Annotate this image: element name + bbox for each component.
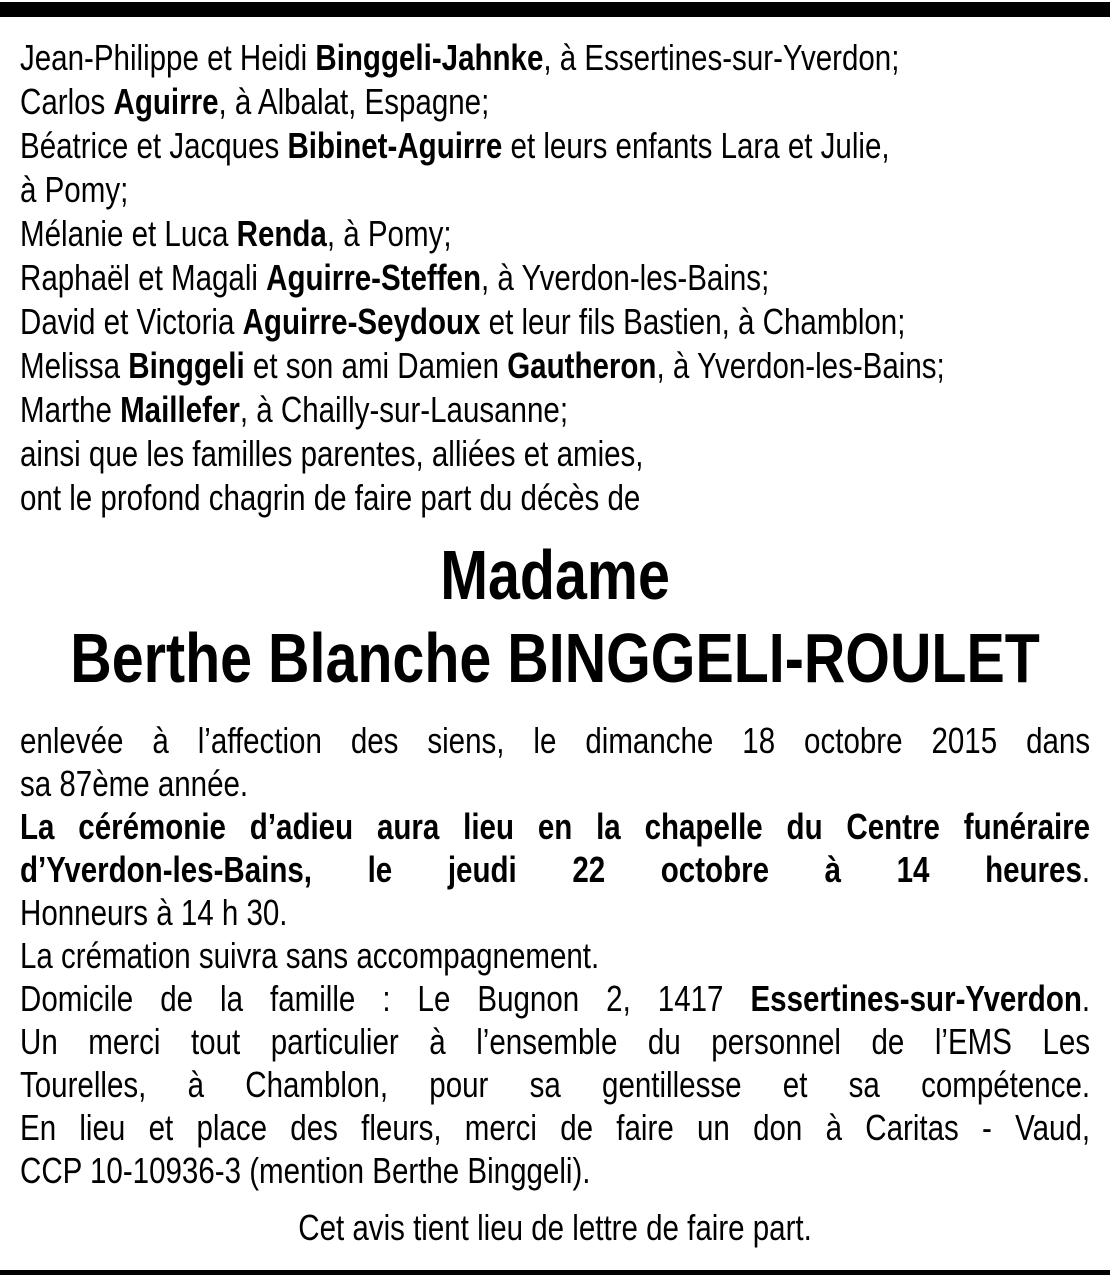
family-line xyxy=(20,124,1090,168)
text-segment: . xyxy=(1081,849,1091,890)
text-segment: Domicile de la famille : Le Bugnon 2, 1417 xyxy=(20,978,751,1019)
text-segment: Carlos xyxy=(20,81,114,122)
text-segment: Béatrice et Jacques xyxy=(20,125,288,166)
text-segment: Raphaël et Magali xyxy=(20,257,267,298)
body-line xyxy=(20,762,1090,805)
name-bold: Binggeli-Jahnke xyxy=(315,37,544,78)
text-segment: , à Albalat, Espagne; xyxy=(218,81,490,122)
text-segment: , à Pomy; xyxy=(326,213,452,254)
family-lines xyxy=(20,36,1090,520)
title-line: Berthe Blanche BINGGELI-ROULET xyxy=(70,619,1040,697)
body-line xyxy=(20,934,1090,977)
footer-note: Cet avis tient lieu de lettre de faire part. xyxy=(298,1207,812,1248)
text-segment: Marthe xyxy=(20,389,121,430)
text-segment: ainsi que les familles parentes, alliées et amies, xyxy=(20,433,644,474)
body-line xyxy=(20,891,1090,934)
title-line: Madame xyxy=(440,536,670,614)
family-line xyxy=(20,36,1090,80)
body-line xyxy=(20,1106,1090,1149)
text-segment: , à Yverdon-les-Bains; xyxy=(481,257,770,298)
text-segment: sa 87ème année. xyxy=(20,763,249,804)
family-line xyxy=(20,476,1090,520)
family-line xyxy=(20,344,1090,388)
family-line xyxy=(20,80,1090,124)
name-bold: Essertines-sur-Yverdon xyxy=(750,978,1082,1019)
name-bold: d’Yverdon-les-Bains, le jeudi 22 octobre à 14 heures xyxy=(20,849,1082,890)
text-segment: Jean-Philippe et Heidi xyxy=(20,37,316,78)
name-bold: Gautheron xyxy=(507,345,657,386)
body-line xyxy=(20,1020,1090,1063)
text-segment: Tourelles, à Chamblon, pour sa gentillesse et sa compétence. xyxy=(20,1064,1091,1105)
name-bold: Aguirre-Seydoux xyxy=(242,301,481,342)
body-lines xyxy=(20,719,1090,1192)
text-segment: , à Chailly-sur-Lausanne; xyxy=(239,389,569,430)
family-line xyxy=(20,432,1090,476)
text-segment: ont le profond chagrin de faire part du décès de xyxy=(20,477,641,518)
text-segment: . xyxy=(1081,978,1091,1019)
body-line xyxy=(20,977,1090,1020)
text-segment: Melissa xyxy=(20,345,129,386)
body-line xyxy=(20,1149,1090,1192)
name-bold: Aguirre xyxy=(113,81,219,122)
text-segment: et leurs enfants Lara et Julie, xyxy=(502,125,890,166)
body-line xyxy=(20,1063,1090,1106)
deceased-title xyxy=(20,534,1090,700)
family-line xyxy=(20,388,1090,432)
text-segment: , à Yverdon-les-Bains; xyxy=(656,345,945,386)
name-bold: Maillefer xyxy=(120,389,240,430)
text-segment: Mélanie et Luca xyxy=(20,213,237,254)
top-rule xyxy=(0,2,1110,17)
body-line xyxy=(20,719,1090,762)
name-bold: La cérémonie d’adieu aura lieu en la chapelle du Centre funéraire xyxy=(20,806,1091,847)
body-line xyxy=(20,805,1090,848)
body-line xyxy=(20,848,1090,891)
text-segment: et leur fils Bastien, à Chamblon; xyxy=(480,301,906,342)
name-bold: Aguirre-Steffen xyxy=(266,257,482,298)
name-bold: Renda xyxy=(236,213,327,254)
text-segment: En lieu et place des fleurs, merci de faire un don à Caritas - Vaud, xyxy=(20,1107,1091,1148)
name-bold: Bibinet-Aguirre xyxy=(287,125,503,166)
family-line xyxy=(20,256,1090,300)
text-segment: enlevée à l’affection des siens, le dimanche 18 octobre 2015 dans xyxy=(20,720,1091,761)
text-segment: CCP 10-10936-3 (mention Berthe Binggeli). xyxy=(20,1150,591,1191)
text-segment: Honneurs à 14 h 30. xyxy=(20,892,288,933)
name-bold: Binggeli xyxy=(128,345,245,386)
family-line xyxy=(20,300,1090,344)
text-segment: à Pomy; xyxy=(20,169,129,210)
text-segment: et son ami Damien xyxy=(244,345,508,386)
text-segment: David et Victoria xyxy=(20,301,243,342)
bottom-rule xyxy=(0,1270,1110,1275)
text-segment: Un merci tout particulier à l’ensemble du personnel de l’EMS Les xyxy=(20,1021,1091,1062)
family-line xyxy=(20,212,1090,256)
family-line xyxy=(20,168,1090,212)
text-segment: , à Essertines-sur-Yverdon; xyxy=(543,37,900,78)
notice-content xyxy=(20,36,1090,1250)
text-segment: La crémation suivra sans accompagnement. xyxy=(20,935,600,976)
